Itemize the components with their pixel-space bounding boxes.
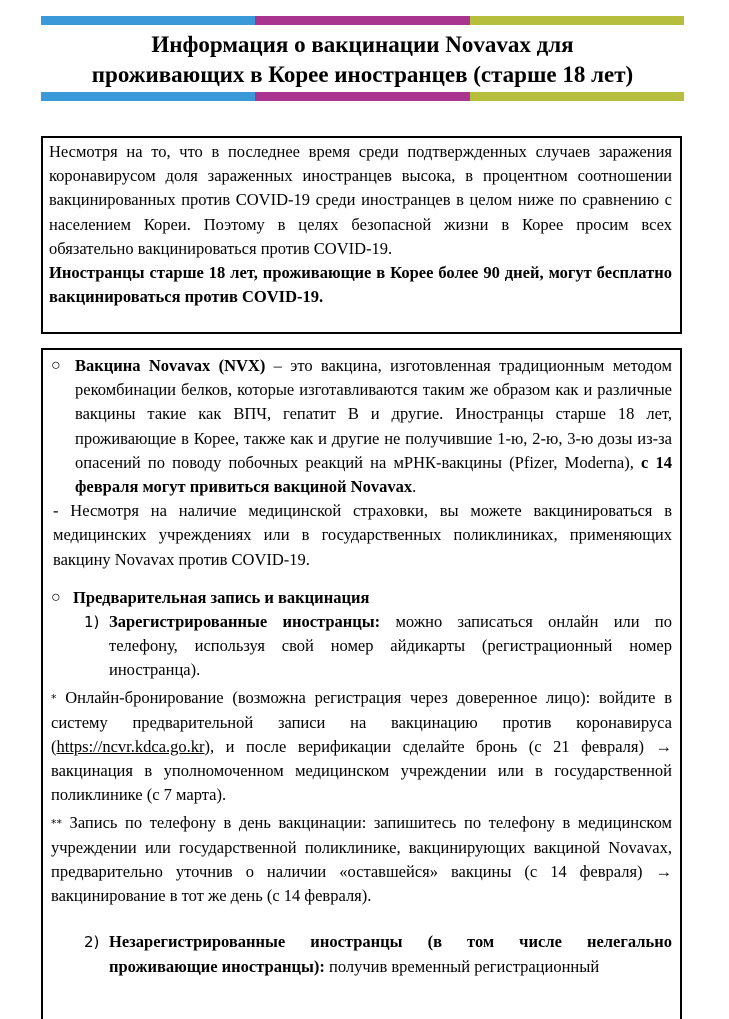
phone-booking-text: Запись по телефону в день вакцинации: запишитесь по телефону в медицинском учреждении или государственной поликлинике, вакцинирующих вакциной Novavax, предварительно уточнив о наличии «оставшейся» вакцины (с 14 февраля) → вакцинирование в тот же день (с 14 февраля).: [51, 812, 672, 906]
step-registered: [51, 610, 672, 683]
step-registered-text: [109, 610, 672, 683]
color-bar-segment-blue: [41, 92, 255, 101]
step-registered-label: Зарегистрированные иностранцы:: [109, 612, 381, 632]
section-booking: [51, 586, 672, 979]
intro-bold-text: Иностранцы старше 18 лет, проживающие в Корее более 90 дней, могут бесплатно вакцинироваться против COVID-19.: [49, 263, 672, 307]
section-novavax-text: [75, 354, 672, 499]
circle-bullet-icon: ○: [51, 357, 61, 374]
bottom-color-bar: [41, 92, 684, 101]
color-bar-segment-olive: [470, 16, 684, 25]
color-bar-segment-purple: [255, 16, 469, 25]
online-booking-text-a: Онлайн-бронирование (возможна регистрация через доверенное лицо): войдите в систему предварительной записи на вакцинацию против коронавируса (: [51, 687, 672, 757]
color-bar-segment-purple: [255, 92, 469, 101]
vaccine-description: – это вакцина, изготовленная традиционным методом рекомбинации белков, которые изготавливаются таким же образом как и различные вакцины такие как ВПЧ, гепатит В и другие. Иностранцы старше 18 лет, проживающие в Корее, также как и другие не получившие 1-ю, 2-ю, 3-ю дозы из-за опасений по поводу побочных реакций на мРНК-вакцины (Pfizer, Moderna),: [75, 356, 673, 472]
online-booking-note: [51, 686, 672, 808]
step-number: 1): [84, 613, 100, 632]
page-title: [41, 30, 684, 90]
circle-bullet-icon: ○: [51, 588, 61, 606]
ncvr-link[interactable]: https://ncvr.kdca.go.kr: [56, 737, 205, 757]
phone-booking-note: [51, 811, 672, 909]
insurance-note: - Несмотря на наличие медицинской страховки, вы можете вакцинироваться в медицинских учреждениях или в государственных поликлиниках, применяющих вакцину Novavax против COVID-19.: [53, 501, 672, 569]
step-registered-desc: можно записаться онлайн или по телефону, используя свой номер айдикарты (регистрационный номер иностранца).: [109, 612, 672, 680]
intro-box: [41, 136, 682, 334]
section-novavax: [51, 354, 672, 572]
info-box: [41, 348, 682, 1019]
title-line-1: Информация о вакцинации Novavax для: [151, 32, 574, 57]
title-line-2: проживающих в Корее иностранцев (старше 18 лет): [91, 62, 634, 87]
color-bar-segment-olive: [470, 92, 684, 101]
asterisk-icon: *: [51, 691, 57, 705]
intro-text: Несмотря на то, что в последнее время среди подтвержденных случаев заражения коронавирусом доля зараженных иностранцев высока, в процентном соотношении вакцинированных против COVID-19 среди иностранцев в целом ниже по сравнению с населением Кореи. Поэтому в целях безопасной жизни в Корее просим всех обязательно вакцинироваться против COVID-19.: [49, 142, 672, 258]
double-asterisk-icon: **: [51, 816, 62, 830]
step-number: 2): [84, 933, 100, 952]
online-booking-text-b: ), и после верификации сделайте бронь (с 21 февраля) → вакцинация в уполномоченном медицинском учреждении или в государственной поликлинике (с 7 марта).: [51, 737, 672, 805]
color-bar-segment-blue: [41, 16, 255, 25]
step-unregistered: [51, 930, 672, 978]
step-unregistered-text: [109, 930, 672, 978]
step-unregistered-label: Незарегистрированные иностранцы (в том числе нелегально проживающие иностранцы):: [109, 932, 672, 976]
vaccine-name: Вакцина Novavax (NVX): [75, 356, 266, 375]
section-booking-heading: Предварительная запись и вакцинация: [73, 587, 370, 607]
top-color-bar: [41, 16, 684, 25]
step-unregistered-desc: получив временный регистрационный: [324, 956, 600, 976]
period: .: [412, 477, 417, 497]
vaccine-start-date: с 14 февраля могут привиться вакциной Novavax: [75, 452, 672, 497]
